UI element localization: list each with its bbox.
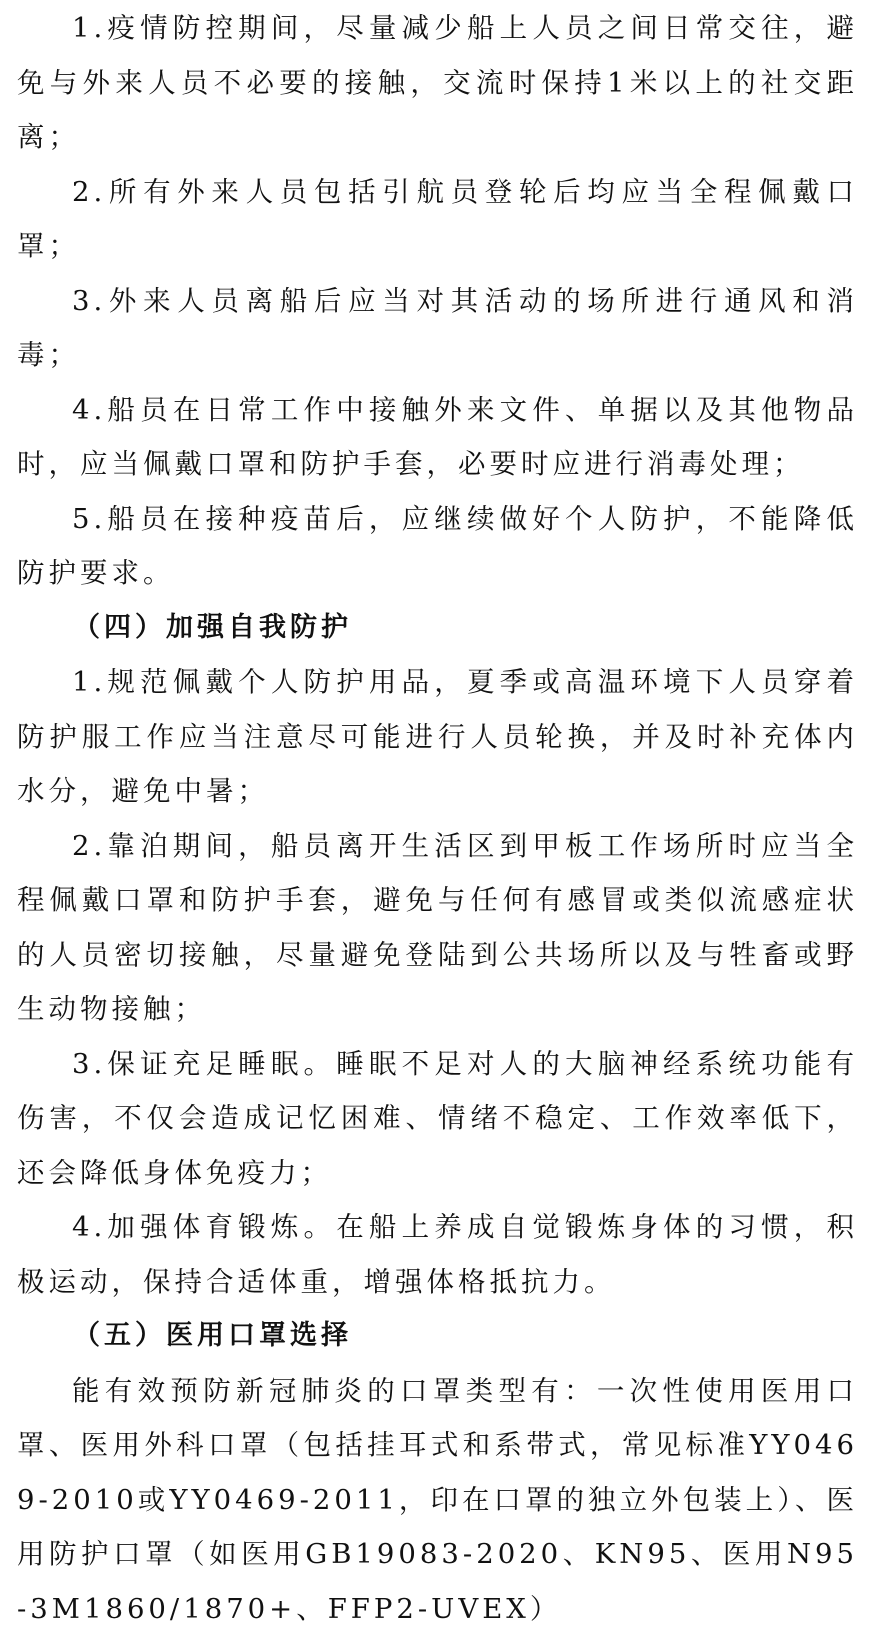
section4-paragraph-4: 4.加强体育锻炼。在船上养成自觉锻炼身体的习惯，积极运动，保持合适体重，增强体格抵抗力。 xyxy=(17,1200,858,1309)
paragraph-5: 5.船员在接种疫苗后，应继续做好个人防护，不能降低防护要求。 xyxy=(17,492,858,601)
section4-paragraph-3: 3.保证充足睡眠。睡眠不足对人的大脑神经系统功能有伤害，不仅会造成记忆困难、情绪不稳定、工作效率低下，还会降低身体免疫力； xyxy=(17,1037,858,1201)
section-heading-5: （五）医用口罩选择 xyxy=(17,1309,858,1364)
section4-paragraph-1: 1.规范佩戴个人防护用品，夏季或高温环境下人员穿着防护服工作应当注意尽可能进行人员轮换，并及时补充体内水分，避免中暑； xyxy=(17,655,858,819)
paragraph-4: 4.船员在日常工作中接触外来文件、单据以及其他物品时，应当佩戴口罩和防护手套，必要时应进行消毒处理； xyxy=(17,383,858,492)
section5-paragraph-1: 能有效预防新冠肺炎的口罩类型有：一次性使用医用口罩、医用外科口罩（包括挂耳式和系带式，常见标准YY0469-2010或YY0469-2011，印在口罩的独立外包装上）、医用防护口罩（如医用GB19083-2020、KN95、医用N95-3M1860/1870+、FFP2-UVEX） xyxy=(17,1364,858,1636)
section-heading-4: （四）加强自我防护 xyxy=(17,601,858,656)
paragraph-2: 2.所有外来人员包括引航员登轮后均应当全程佩戴口罩； xyxy=(17,165,858,274)
section4-paragraph-2: 2.靠泊期间，船员离开生活区到甲板工作场所时应当全程佩戴口罩和防护手套，避免与任何有感冒或类似流感症状的人员密切接触，尽量避免登陆到公共场所以及与牲畜或野生动物接触； xyxy=(17,819,858,1037)
paragraph-1: 1.疫情防控期间，尽量减少船上人员之间日常交往，避免与外来人员不必要的接触，交流时保持1米以上的社交距离； xyxy=(17,1,858,165)
paragraph-3: 3.外来人员离船后应当对其活动的场所进行通风和消毒； xyxy=(17,274,858,383)
